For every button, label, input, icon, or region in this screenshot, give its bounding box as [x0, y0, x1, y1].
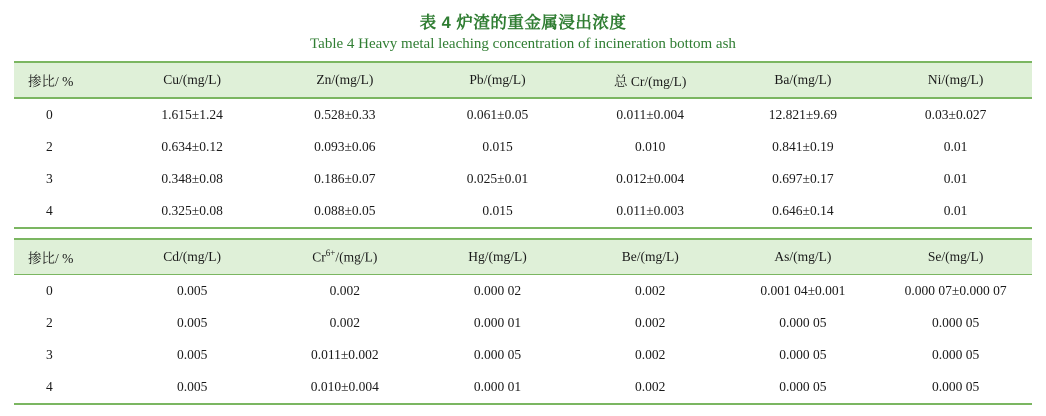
cell-value: 0.000 02: [473, 283, 522, 298]
cell-ratio: 3: [46, 170, 53, 186]
cell-value: 0.005: [176, 315, 208, 330]
column-header: Ni/(mg/L): [927, 72, 984, 87]
table-row: [14, 131, 1032, 163]
cell-value: 0.528±0.33: [314, 106, 376, 122]
cell-value: 0.000 05: [779, 379, 827, 394]
cell-value: 0.011±0.002: [310, 347, 379, 362]
rule-bottom: [14, 403, 1032, 405]
table-row: [14, 163, 1032, 195]
cell-value: 0.000 05: [473, 347, 522, 362]
cell-value: 0.01: [943, 138, 968, 154]
column-header: Ba/(mg/L): [774, 72, 832, 87]
table-row: [14, 371, 1032, 403]
column-header: 掺比/ %: [28, 250, 74, 266]
table-row: [14, 307, 1032, 339]
table-row: [14, 339, 1032, 371]
column-header: $Cr^{6+}/(mg/L)$: [312, 247, 378, 265]
cell-value: 0.634±0.12: [161, 138, 223, 154]
cell-value: 0.015: [482, 202, 513, 218]
cell-value: 0.012±0.004: [616, 170, 685, 186]
cell-value: 0.011±0.003: [616, 202, 685, 218]
column-header: As/(mg/L): [774, 248, 832, 264]
cell-ratio: 3: [46, 347, 53, 362]
cell-value: 0.01: [943, 170, 968, 186]
column-header: Cd/(mg/L): [163, 248, 222, 264]
cell-value: 0.348±0.08: [161, 170, 223, 186]
cell-value: 12.821±9.69: [768, 106, 837, 122]
cell-value: 0.002: [635, 379, 666, 394]
section-gap: [14, 229, 1032, 238]
cell-value: 0.646±0.14: [772, 202, 834, 218]
cell-ratio: 4: [46, 202, 53, 218]
cell-value: 0.03±0.027: [924, 106, 987, 122]
column-header: Zn/(mg/L): [316, 72, 374, 87]
cell-value: 0.005: [176, 347, 208, 362]
cell-value: 0.325±0.08: [161, 202, 223, 218]
cell-value: 0.000 05: [779, 315, 827, 330]
table-row: [14, 195, 1032, 227]
column-header: 总 Cr/(mg/L): [614, 74, 687, 89]
cell-value: 0.01: [943, 202, 968, 218]
column-header: Be/(mg/L): [621, 248, 679, 264]
cell-value: 0.093±0.06: [314, 138, 376, 154]
cell-value: 0.010: [635, 138, 666, 154]
cell-value: 0.088±0.05: [314, 202, 376, 218]
cell-value: 0.005: [176, 379, 208, 394]
cell-value: 0.015: [482, 138, 513, 154]
column-header: Cu/(mg/L): [163, 72, 222, 87]
cell-ratio: 2: [46, 315, 53, 330]
cell-value: 0.011±0.004: [616, 106, 685, 122]
table-header-row: [14, 240, 1032, 274]
cell-value: 0.005: [176, 283, 208, 298]
table-header-row: [14, 63, 1032, 97]
leaching-table-bottom-body: [14, 275, 1032, 403]
cell-ratio: 4: [46, 379, 53, 394]
cell-value: 0.841±0.19: [772, 138, 834, 154]
cell-value: 0.010±0.004: [310, 379, 379, 394]
cell-value: 0.000 05: [931, 379, 980, 394]
cell-value: 0.000 01: [473, 379, 522, 394]
column-header: 掺比/ %: [28, 74, 74, 89]
cell-value: 0.186±0.07: [314, 170, 376, 186]
cell-value: 0.002: [635, 283, 666, 298]
column-header: Pb/(mg/L): [469, 72, 526, 87]
cell-value: 0.000 05: [931, 315, 980, 330]
cell-value: 0.061±0.05: [466, 106, 529, 122]
table-title-en: Table 4 Heavy metal leaching concentration of incineration bottom ash: [310, 36, 736, 52]
cell-value: 0.002: [635, 347, 666, 362]
cell-value: 0.000 07±0.000 07: [904, 283, 1007, 298]
leaching-table-bottom: [14, 240, 1032, 274]
cell-value: 0.000 01: [473, 315, 522, 330]
column-header: Hg/(mg/L): [468, 248, 527, 264]
cell-value: 0.002: [635, 315, 666, 330]
cell-value: 0.002: [329, 315, 361, 330]
cell-value: 0.002: [329, 283, 361, 298]
table-row: [14, 99, 1032, 131]
cell-ratio: 0: [46, 283, 53, 298]
cell-ratio: 2: [46, 138, 53, 154]
column-header: Se/(mg/L): [927, 248, 984, 264]
cell-value: 0.697±0.17: [772, 170, 834, 186]
cell-value: 0.025±0.01: [466, 170, 529, 186]
cell-ratio: 0: [46, 106, 53, 122]
cell-value: 0.000 05: [779, 347, 827, 362]
leaching-table-top-body: [14, 99, 1032, 227]
cell-value: 0.001 04±0.001: [760, 283, 846, 298]
leaching-table-top: [14, 63, 1032, 97]
cell-value: 1.615±1.24: [161, 106, 223, 122]
table-title-zh: 表 4 炉渣的重金属浸出浓度: [419, 14, 627, 32]
cell-value: 0.000 05: [931, 347, 980, 362]
table-row: [14, 275, 1032, 307]
